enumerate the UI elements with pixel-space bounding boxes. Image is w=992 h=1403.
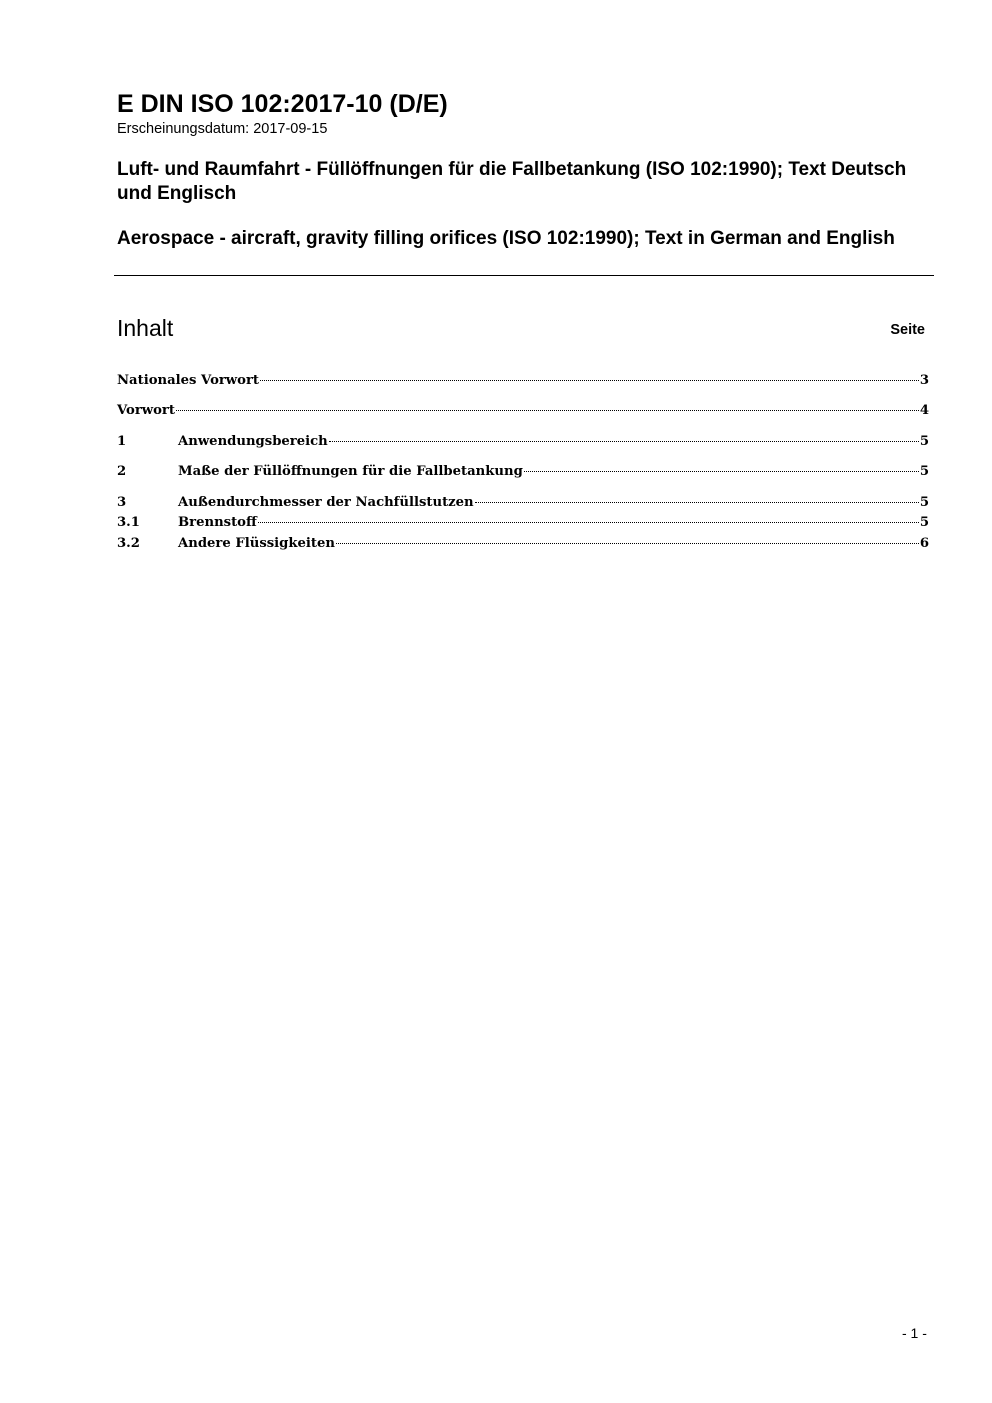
toc-entry-page: 6 (919, 536, 929, 551)
toc-entry-1[interactable] (117, 432, 929, 452)
toc-entry-text: Außendurchmesser der Nachfüllstutzen (178, 495, 474, 510)
toc-entry-number: 3.1 (117, 515, 140, 530)
document-title: E DIN ISO 102:2017-10 (D/E) (117, 90, 448, 118)
toc-entry-text: Nationales Vorwort (117, 373, 259, 388)
toc-leader-dots (258, 522, 919, 523)
toc-entry-text: Anwendungsbereich (178, 434, 328, 449)
toc-entry-3[interactable] (117, 493, 929, 513)
page-number: - 1 - (902, 1325, 927, 1341)
toc-entry-text: Maße der Füllöffnungen für die Fallbetankung (178, 464, 523, 479)
toc-entry-2[interactable] (117, 462, 929, 482)
toc-entry-page: 5 (919, 495, 929, 510)
title-english: Aerospace - aircraft, gravity filling orifices (ISO 102:1990); Text in German and English (117, 228, 895, 249)
toc-leader-dots (329, 441, 919, 442)
toc-entry-page: 5 (919, 434, 929, 449)
toc-leader-dots (475, 502, 919, 503)
toc-entry-text: Brennstoff (178, 515, 257, 530)
publication-date: Erscheinungsdatum: 2017-09-15 (117, 121, 328, 137)
toc-page-label: Seite (890, 322, 925, 338)
toc-leader-dots (524, 471, 919, 472)
toc-entry-page: 5 (919, 515, 929, 530)
toc-entry-number: 3.2 (117, 536, 140, 551)
toc-entry-page: 4 (919, 403, 929, 418)
toc-entry-page: 5 (919, 464, 929, 479)
toc-entry-3-1[interactable] (117, 513, 929, 533)
header-divider (114, 275, 934, 276)
toc-entry-number: 1 (117, 434, 127, 449)
toc-heading: Inhalt (117, 315, 174, 341)
toc-entry-text: Andere Flüssigkeiten (178, 536, 336, 551)
toc-entry-number: 2 (117, 464, 127, 479)
toc-entry-text: Vorwort (117, 403, 175, 418)
toc-leader-dots (336, 543, 919, 544)
toc-entry-3-2[interactable] (117, 534, 929, 554)
toc-entry-page: 3 (919, 373, 929, 388)
toc-leader-dots (176, 410, 919, 411)
toc-entry-number: 3 (117, 495, 127, 510)
toc-leader-dots (260, 380, 919, 381)
title-german: Luft- und Raumfahrt - Füllöffnungen für die Fallbetankung (ISO 102:1990); Text Deutsch und Englisch (117, 159, 907, 204)
toc-entry-vorwort[interactable] (117, 401, 929, 421)
toc-entry-nationales-vorwort[interactable] (117, 371, 929, 391)
